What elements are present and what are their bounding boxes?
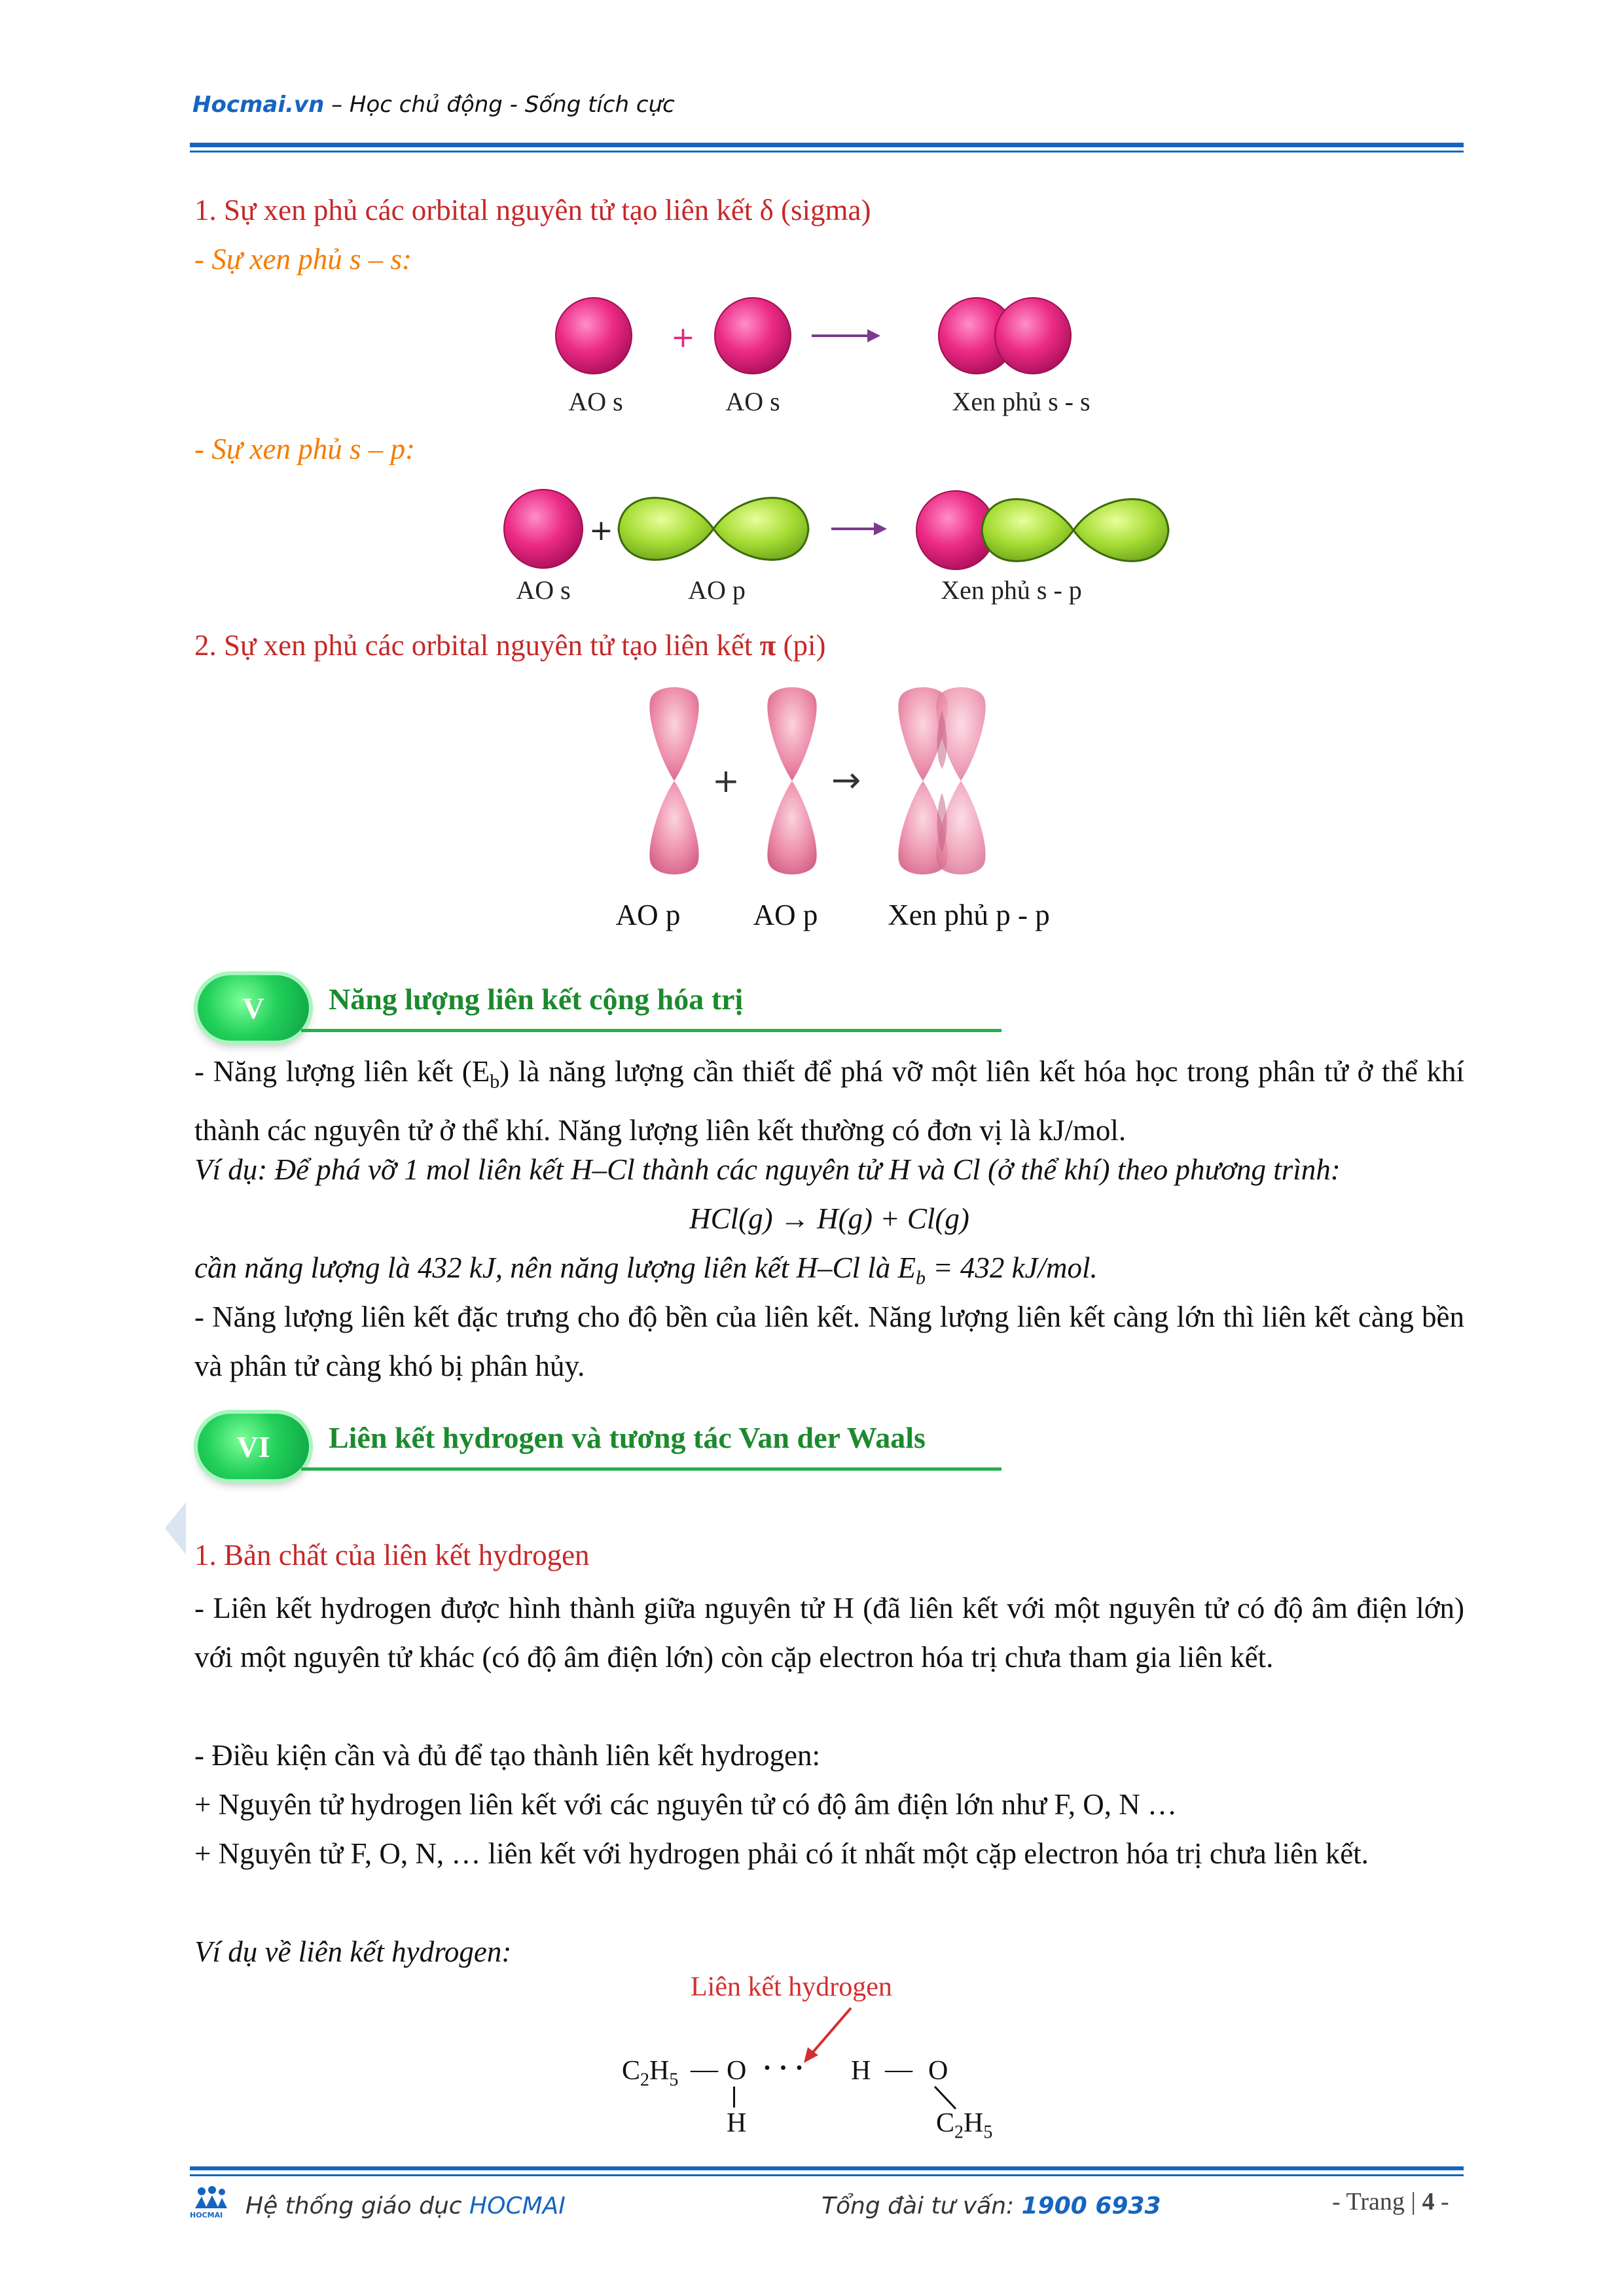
side-arrow-icon (162, 1499, 189, 1558)
c2h5-left: $C_2H_5$ (622, 2056, 679, 2090)
ss-overlap-figure (537, 281, 1126, 399)
section5-equation: HCl(g) → H(g) + Cl(g) (689, 1202, 969, 1235)
section6-rule (301, 1467, 1001, 1471)
pi-heading (194, 628, 825, 662)
sp-overlap-figure (497, 478, 1178, 589)
overlap-s-2 (995, 298, 1071, 374)
oxygen-left: O (727, 2056, 747, 2086)
ao-p-1 (649, 687, 698, 874)
plus-sign: + (712, 762, 740, 800)
footer-left: Hệ thống giáo dục HOCMAI (245, 2193, 566, 2219)
overlap-p (982, 499, 1168, 562)
hydrogen-bond-diagram (622, 2055, 1080, 2160)
arrow-icon (812, 329, 880, 342)
section5-example: Ví dụ: Để phá vỡ 1 mol liên kết H–Cl thành các nguyên tử H và Cl (ở thể khí) theo phương trình: (194, 1153, 1341, 1186)
section5-paragraph-1: - Năng lượng liên kết $(E_b)$ là năng lượng cần thiết để phá vỡ một liên kết hóa học trong phân tử ở thể khí thành các nguyên tử ở thể khí. Năng lượng liên kết thường có đơn vị là kJ/mol. (194, 1055, 1464, 1147)
oxygen-right: O (928, 2056, 948, 2086)
ao-s (504, 490, 583, 568)
pi-label-2: AO p (753, 899, 818, 931)
footer-phone[interactable]: 1900 6933 (1021, 2193, 1161, 2219)
pi-label-3: Xen phủ p - p (888, 899, 1050, 931)
vertical-bond (733, 2087, 735, 2108)
header (192, 92, 675, 118)
footer-page: - Trang | 4 - (1332, 2188, 1449, 2215)
section6-paragraph-4: + Nguyên tử F, O, N, … liên kết với hydrogen phải có ít nhất một cặp electron hóa trị chưa liên kết. (194, 1837, 1369, 1870)
footer-center: Tổng đài tư vấn: 1900 6933 (821, 2193, 1161, 2219)
section6-paragraph-1: - Liên kết hydrogen được hình thành giữa nguyên tử H (đã liên kết với một nguyên tử có độ âm điện lớn) với một nguyên tử khác (có độ âm điện lớn) còn cặp electron hóa trị chưa tham gia liên kết. (194, 1592, 1464, 1674)
pi-overlap-figure (635, 684, 1028, 880)
hydrogen-bond-dots: · · · (763, 2053, 804, 2083)
sigma-heading: 1. Sự xen phủ các orbital nguyên tử tạo liên kết δ (sigma) (194, 194, 871, 226)
section5-paragraph-2: - Năng lượng liên kết đặc trưng cho độ bền của liên kết. Năng lượng liên kết càng lớn thì liên kết càng bền và phân tử càng khó bị phân hủy. (194, 1300, 1464, 1382)
ss-heading: - Sự xen phủ s – s: (194, 243, 412, 276)
section5-rule (301, 1029, 1001, 1032)
pi-label-1: AO p (615, 899, 681, 931)
footer-logo-text: HOCMAI (190, 2211, 223, 2219)
header-rule-thin (190, 151, 1464, 152)
pi-heading-post: (pi) (776, 629, 826, 662)
arrow-icon (831, 522, 887, 535)
hydrogen-bottom: H (727, 2108, 747, 2138)
section6-example: Ví dụ về liên kết hydrogen: (194, 1935, 512, 1968)
sp-heading: - Sự xen phủ s – p: (194, 433, 415, 465)
section5-result: cần năng lượng là 432 kJ, nên năng lượng liên kết H–Cl là $E_b = 432$ kJ/mol. (194, 1251, 1098, 1289)
ao-p-2 (767, 687, 816, 874)
header-brand[interactable]: Hocmai.vn (192, 92, 325, 118)
hydrogen-bond-label: Liên kết hydrogen (691, 1972, 892, 2002)
section5-badge: V (198, 975, 309, 1041)
footer-rule-thin (190, 2174, 1464, 2176)
sp-label-3: Xen phủ s - p (941, 575, 1082, 605)
pi-heading-pre: 2. Sự xen phủ các orbital nguyên tử tạo liên kết (194, 629, 760, 662)
bond-line: — (885, 2054, 912, 2085)
c2h5-right: $C_2H_5$ (936, 2108, 993, 2143)
section6-title: Liên kết hydrogen và tương tác Van der Waals (329, 1421, 926, 1454)
header-slogan: – Học chủ động - Sống tích cực (324, 92, 675, 118)
section6-badge: VI (198, 1414, 309, 1479)
footer-brand-link[interactable]: HOCMAI (469, 2193, 566, 2219)
sp-label-2: AO p (688, 575, 746, 605)
bond-line: — (691, 2054, 718, 2085)
sp-label-1: AO s (516, 575, 571, 605)
pi-heading-symbol: π (759, 629, 776, 662)
hydrogen-middle: H (851, 2056, 871, 2086)
section6-subheading: 1. Bản chất của liên kết hydrogen (194, 1539, 590, 1571)
ss-label-2: AO s (725, 387, 780, 416)
section6-paragraph-3: + Nguyên tử hydrogen liên kết với các nguyên tử có độ âm điện lớn như F, O, N … (194, 1788, 1178, 1821)
header-rule (190, 143, 1464, 147)
arrow-icon: → (831, 759, 861, 800)
overlap-p-p (898, 687, 985, 874)
section6-paragraph-2: - Điều kiện cần và đủ để tạo thành liên kết hydrogen: (194, 1739, 820, 1772)
ss-label-1: AO s (568, 387, 623, 416)
plus-sign: + (671, 321, 695, 354)
ss-label-3: Xen phủ s - s (952, 387, 1091, 416)
plus-sign: + (589, 514, 613, 547)
ao-p (619, 498, 808, 560)
ao-s-2 (715, 298, 791, 374)
section5-title: Năng lượng liên kết cộng hóa trị (329, 982, 744, 1016)
footer-rule (190, 2166, 1464, 2170)
ao-s-1 (556, 298, 632, 374)
page-number: 4 (1422, 2188, 1435, 2215)
